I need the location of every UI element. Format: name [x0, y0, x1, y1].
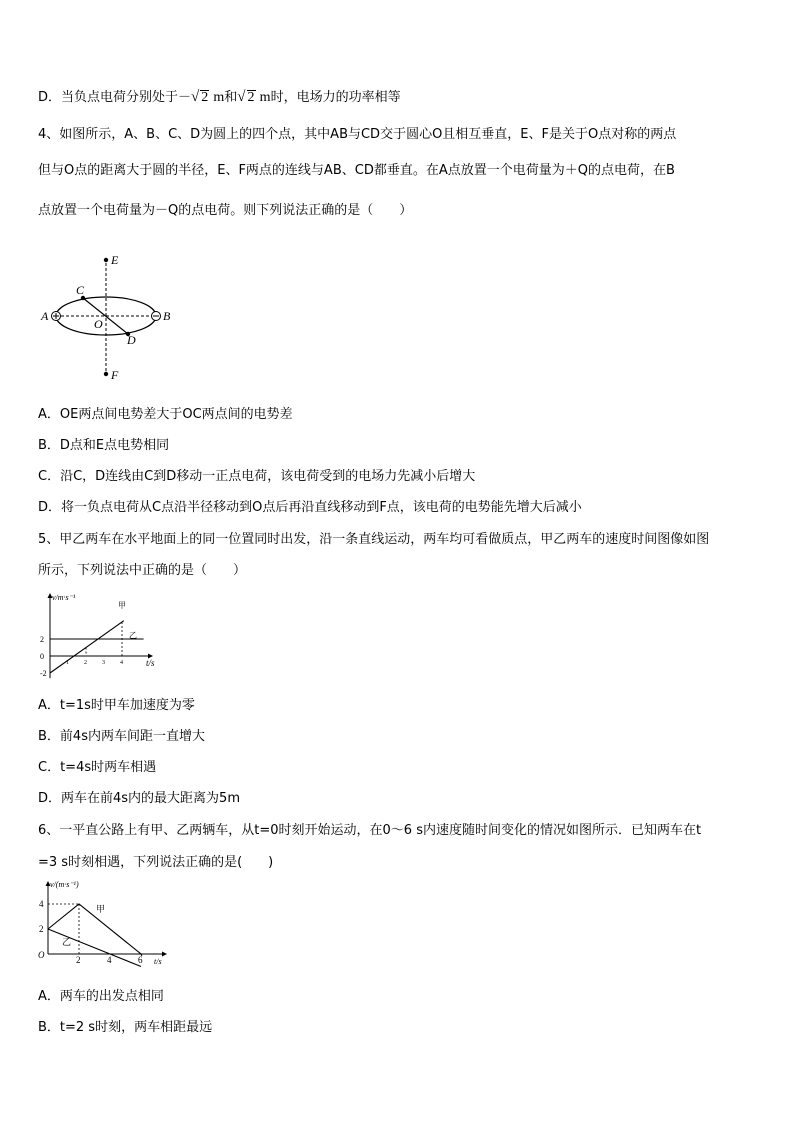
q5-option-d: D．两车在前4s内的最大距离为5m — [38, 791, 240, 806]
q6-option-b: B．t=2 s时刻，两车相距最远 — [38, 1020, 213, 1035]
sqrt-symbol: √ — [191, 89, 200, 105]
q5-xlabel: t/s — [146, 658, 155, 668]
point-f — [104, 372, 108, 376]
q6-stem-line-1: 6、一平直公路上有甲、乙两辆车，从t=0时刻开始运动，在0～6 s内速度随时间变化的情况如图所示．已知两车在t — [38, 823, 702, 838]
q5-series-yi-label: 乙 — [129, 631, 137, 640]
q6-x-arrow — [162, 952, 167, 957]
q3-option-d-mid: 和 — [224, 90, 238, 105]
q4-option-b: B．D点和E点电势相同 — [38, 438, 170, 453]
q5-option-a: A．t=1s时甲车加速度为零 — [38, 698, 195, 713]
q5-xtick-label: 2 — [84, 660, 87, 666]
q4-stem-line-2: 但与O点的距离大于圆的半径，E、F两点的连线与AB、CD都垂直。在A点放置一个电荷量为＋Q的点电荷，在B — [38, 163, 675, 178]
q5-ytick-label: 2 — [40, 635, 44, 644]
q6-vt-chart — [36, 878, 176, 973]
q6-series-yi-line — [48, 929, 141, 967]
q4-stem-line-3: 点放置一个电荷量为－Q的点电荷。则下列说法正确的是（ ） — [38, 203, 413, 218]
sqrt-symbol: √ — [237, 89, 246, 105]
q3-option-d — [38, 88, 401, 107]
q3-radicand-2: 2 — [247, 90, 255, 105]
label-a: A — [41, 309, 49, 323]
q6-xtick-label: 2 — [76, 955, 81, 965]
q3-unit-2: m — [259, 90, 271, 105]
q4-option-d: D．将一负点电荷从C点沿半径移动到O点后再沿直线移动到F点，该电荷的电势能先增大后减小 — [38, 500, 582, 515]
q6-stem-line-2: =3 s时刻相遇，下列说法正确的是( ) — [38, 855, 274, 870]
q4-stem-line-1: 4、如图所示，A、B、C、D为圆上的四个点，其中AB与CD交于圆心O且相互垂直，E、F是关于O点对称的两点 — [38, 127, 677, 142]
q6-ytick-label: 2 — [39, 924, 44, 934]
q5-option-b: B．前4s内两车间距一直增大 — [38, 729, 205, 744]
q5-xtick-label: 3 — [102, 660, 105, 666]
q6-xtick-label: 6 — [138, 955, 143, 965]
q6-xlabel: t/s — [154, 957, 162, 966]
q4-figure — [36, 248, 186, 383]
q6-ytick-label: 4 — [39, 899, 44, 909]
q5-option-c: C．t=4s时两车相遇 — [38, 760, 157, 775]
q5-stem-line-2: 所示，下列说法中正确的是（ ） — [38, 563, 247, 578]
q6-ylabel: v/(m·s⁻¹) — [50, 880, 79, 889]
label-c: C — [76, 283, 85, 297]
q6-option-a: A．两车的出发点相同 — [38, 989, 164, 1004]
label-d: D — [127, 333, 136, 347]
q5-ylabel: v/m·s⁻¹ — [52, 593, 76, 602]
q5-vt-chart — [36, 590, 166, 680]
q5-series-jia-label: 甲 — [118, 601, 126, 610]
q4-option-c: C．沿C，D连线由C到D移动一正点电荷，该电荷受到的电场力先减小后增大 — [38, 469, 476, 484]
q3-option-d-suffix: 时，电场力的功率相等 — [270, 90, 401, 105]
q3-unit-1: m — [213, 90, 225, 105]
point-e — [104, 258, 108, 262]
q6-xtick-label: 4 — [107, 955, 112, 965]
q3-option-d-prefix: D．当负点电荷分别处于－ — [38, 90, 192, 105]
q5-xtick-label: 1 — [66, 660, 69, 666]
label-e: E — [111, 253, 119, 267]
q3-radicand-1: 2 — [201, 90, 209, 105]
q6-series-yi-label: 乙 — [62, 937, 72, 947]
label-o: O — [94, 317, 103, 331]
q6-series-jia-label: 甲 — [96, 904, 106, 914]
label-b: B — [163, 309, 171, 323]
q5-ytick-label: -2 — [40, 669, 47, 678]
q4-option-a: A．OE两点间电势差大于OC两点间的电势差 — [38, 407, 293, 422]
q5-ytick-label: 0 — [40, 652, 44, 661]
label-f: F — [111, 368, 119, 382]
q5-stem-line-1: 5、甲乙两车在水平地面上的同一位置同时出发，沿一条直线运动，两车均可看做质点，甲乙两车的速度时间图像如图 — [38, 532, 710, 547]
q5-xtick-label: 4 — [120, 660, 123, 666]
q6-origin-label: O — [38, 950, 45, 960]
